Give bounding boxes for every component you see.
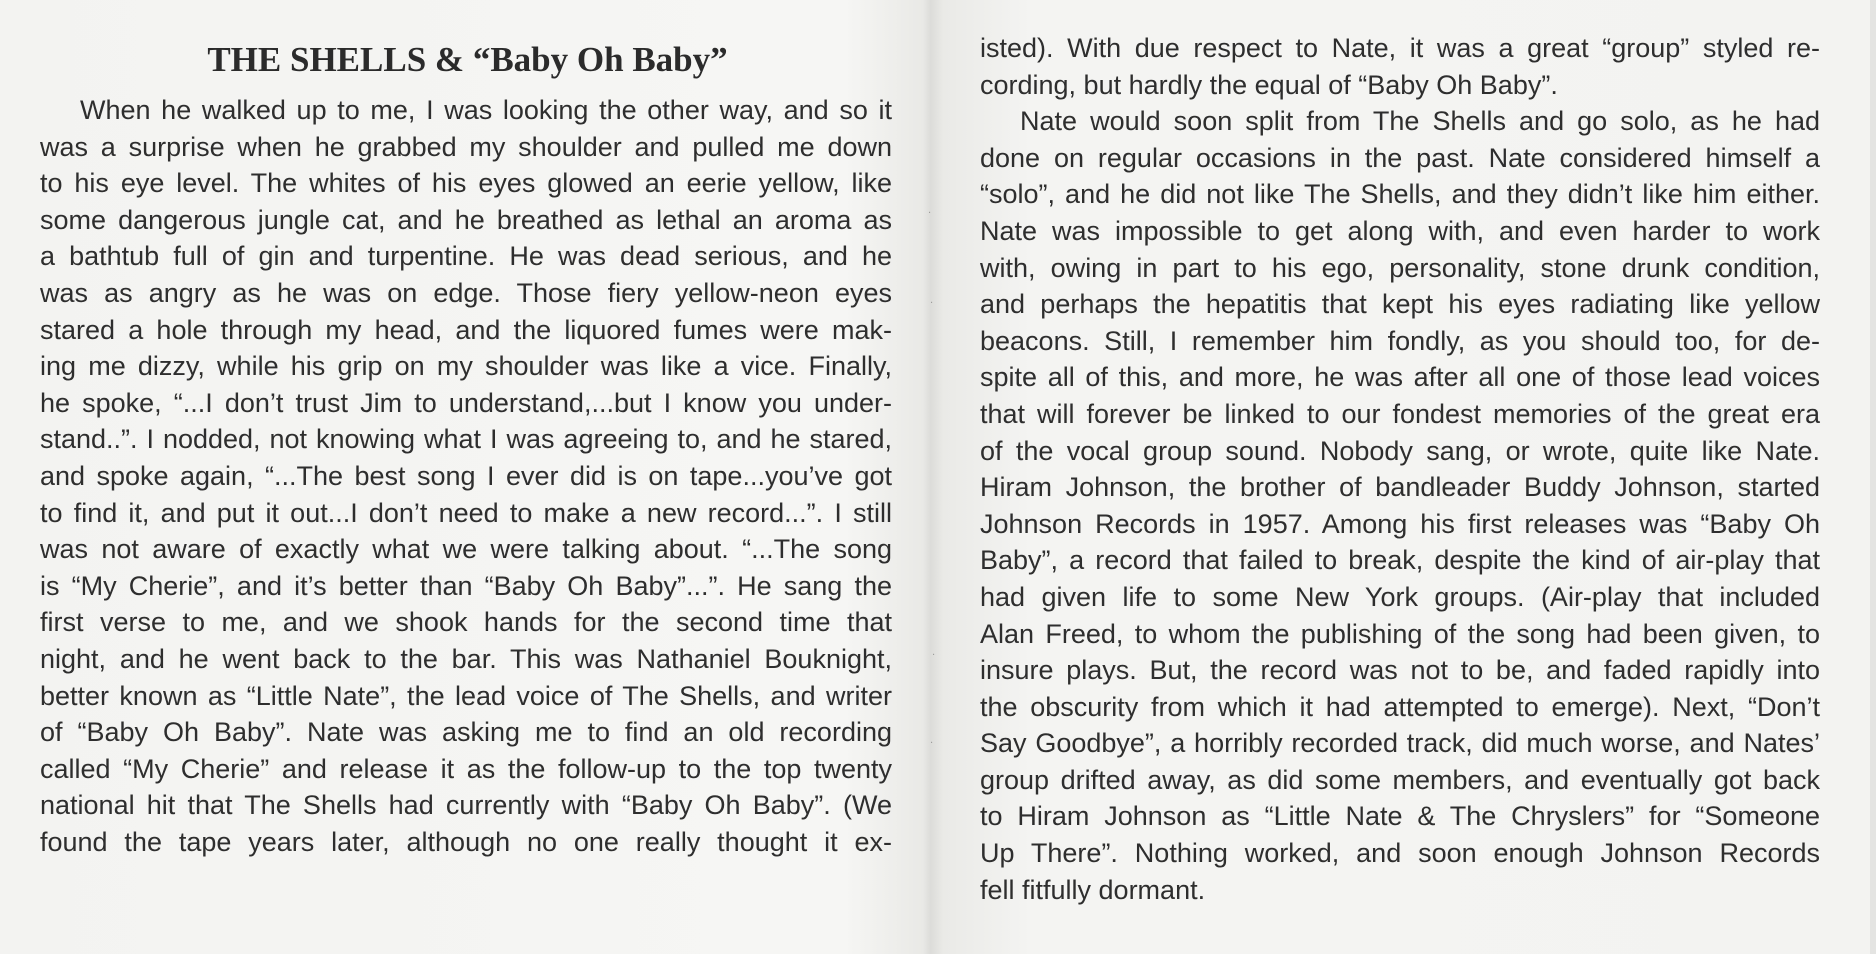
text-line: Say Goodbye”, a horribly recorded track, did much worse, and Nates’: [980, 728, 1820, 759]
text-line: beacons. Still, I remember him fondly, as you should too, for de-: [980, 325, 1820, 356]
text-line: Hiram Johnson, the brother of bandleader Buddy Johnson, started: [980, 472, 1820, 503]
text-line: group drifted away, as did some members, and eventually got back: [980, 764, 1820, 795]
text-line: and perhaps the hepatitis that kept his eyes radiating like yellow: [980, 289, 1820, 320]
text-line: stand..”. I nodded, not knowing what I was agreeing to, and he stared,: [40, 424, 892, 455]
text-line: had given life to some New York groups. (Air-play that included: [980, 581, 1820, 612]
text-line: found the tape years later, although no one really thought it ex-: [40, 826, 892, 857]
left-column-text: [40, 92, 892, 860]
text-line: a bathtub full of gin and turpentine. He was dead serious, and he: [40, 241, 892, 272]
text-line: Up There”. Nothing worked, and soon enough Johnson Records: [980, 838, 1820, 869]
text-line: and spoke again, “...The best song I ever did is on tape...you’ve got: [40, 460, 892, 491]
page-title: THE SHELLS & “Baby Oh Baby”: [207, 40, 728, 79]
text-line: Alan Freed, to whom the publishing of the song had been given, to: [980, 618, 1820, 649]
text-line: the obscurity from which it had attempted to emerge). Next, “Don’t: [980, 691, 1820, 722]
text-line: to find it, and put it out...I don’t need to make a new record...”. I still: [40, 497, 892, 528]
text-line: national hit that The Shells had currently with “Baby Oh Baby”. (We: [40, 790, 892, 821]
text-line: was as angry as he was on edge. Those fiery yellow-neon eyes: [40, 277, 892, 308]
left-page: [0, 0, 930, 954]
text-line: ing me dizzy, while his grip on my shoulder was like a vice. Finally,: [40, 351, 892, 382]
paper-speck: ·: [930, 738, 934, 749]
text-line: with, owing in part to his ego, personality, stone drunk condition,: [980, 252, 1820, 283]
paper-speck: ·: [932, 650, 936, 661]
text-line: of the vocal group sound. Nobody sang, or wrote, quite like Nate.: [980, 435, 1820, 466]
text-line: to Hiram Johnson as “Little Nate & The Chryslers” for “Someone: [980, 801, 1820, 832]
right-page: [938, 0, 1876, 954]
text-line: done on regular occasions in the past. Nate considered himself a: [980, 142, 1820, 173]
text-line: night, and he went back to the bar. This was Nathaniel Bouknight,: [40, 643, 892, 674]
text-line: stared a hole through my head, and the liquored fumes were mak-: [40, 314, 892, 345]
text-line: Johnson Records in 1957. Among his first releases was “Baby Oh: [980, 508, 1820, 539]
text-line: Nate would soon split from The Shells and go solo, as he had: [1020, 106, 1820, 137]
paper-speck: ·: [930, 298, 934, 309]
text-line: was a surprise when he grabbed my shoulder and pulled me down: [40, 131, 892, 162]
text-line: that will forever be linked to our fondest memories of the great era: [980, 398, 1820, 429]
text-line: some dangerous jungle cat, and he breathed as lethal an aroma as: [40, 204, 892, 235]
text-line: insure plays. But, the record was not to be, and faded rapidly into: [980, 655, 1820, 686]
text-line: Nate was impossible to get along with, and even harder to work: [980, 215, 1820, 246]
text-line: When he walked up to me, I was looking the other way, and so it: [80, 95, 892, 125]
text-line: cording, but hardly the equal of “Baby Oh Baby”.: [980, 69, 1558, 100]
text-line: of “Baby Oh Baby”. Nate was asking me to find an old recording: [40, 717, 892, 748]
page-edge-shadow: [1870, 0, 1876, 954]
text-line: he spoke, “...I don’t trust Jim to understand,...but I know you under-: [40, 387, 892, 418]
text-line: isted). With due respect to Nate, it was a great “group” styled re-: [980, 33, 1820, 63]
text-line: “solo”, and he did not like The Shells, and they didn’t like him either.: [980, 179, 1820, 210]
paper-speck: ·: [928, 208, 932, 219]
text-line: fell fitfully dormant.: [980, 874, 1206, 905]
text-line: was not aware of exactly what we were talking about. “...The song: [40, 534, 892, 565]
text-line: spite all of this, and more, he was after all one of those lead voices: [980, 362, 1820, 393]
right-column-text: [980, 30, 1820, 908]
text-line: Baby”, a record that failed to break, despite the kind of air-play that: [980, 545, 1820, 576]
text-line: is “My Cherie”, and it’s better than “Baby Oh Baby”...”. He sang the: [40, 570, 892, 601]
text-line: to his eye level. The whites of his eyes glowed an eerie yellow, like: [40, 168, 892, 199]
text-line: first verse to me, and we shook hands for the second time that: [40, 607, 892, 638]
text-line: called “My Cherie” and release it as the follow-up to the top twenty: [40, 753, 892, 784]
text-line: better known as “Little Nate”, the lead voice of The Shells, and writer: [40, 680, 892, 711]
